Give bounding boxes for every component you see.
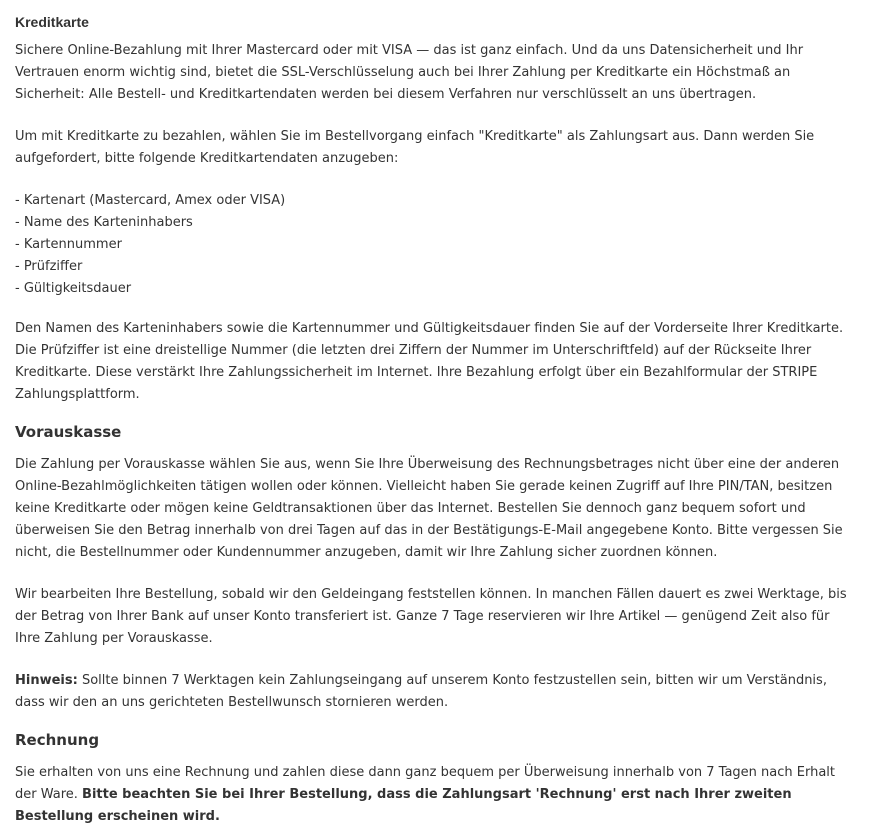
section-kreditkarte (15, 12, 853, 406)
list-item: - Prüfziffer (15, 259, 83, 274)
heading-rechnung: Rechnung (15, 731, 100, 749)
list-item: - Name des Karteninhabers (15, 215, 193, 230)
hint-text: Sollte binnen 7 Werktagen kein Zahlungseingang auf unserem Konto festzustellen sein, bitten wir um Verständnis, dass wir den an uns gerichteten Bestellwunsch stornieren werden. (15, 673, 827, 710)
list-item: - Kartennummer (15, 237, 122, 252)
heading-kreditkarte: Kreditkarte (15, 14, 89, 30)
vorauskasse-hint (15, 670, 853, 714)
kreditkarte-paragraph-2: Um mit Kreditkarte zu bezahlen, wählen Sie im Bestellvorgang einfach "Kreditkarte" als Zahlungsart aus. Dann werden Sie aufgefordert, bitte folgende Kreditkartendaten anzugeben: (15, 129, 815, 166)
rechnung-note: Bitte beachten Sie bei Ihrer Bestellung, dass die Zahlungsart 'Rechnung' erst nach Ihrer zweiten Bestellung erscheinen wird. (15, 787, 792, 824)
card-data-list (15, 190, 853, 300)
list-item: - Gültigkeitsdauer (15, 281, 132, 296)
section-rechnung (15, 728, 853, 828)
list-item: - Kartenart (Mastercard, Amex oder VISA) (15, 193, 286, 208)
rechnung-paragraph (15, 762, 853, 828)
vorauskasse-paragraph-2: Wir bearbeiten Ihre Bestellung, sobald wir den Geldeingang feststellen können. In manchen Fällen dauert es zwei Werktage, bis der Betrag von Ihrer Bank auf unser Konto transferiert ist. Ganze 7 Tage reservieren wir Ihre Artikel — genügend Zeit also für Ihre Zahlung per Vorauskasse. (15, 587, 847, 646)
vorauskasse-paragraph-1: Die Zahlung per Vorauskasse wählen Sie aus, wenn Sie Ihre Überweisung des Rechnungsbetrages nicht über eine der anderen Online-Bezahlmöglichkeiten tätigen wollen oder können. Vielleicht haben Sie gerade keinen Zugriff auf Ihre PIN/TAN, besitzen keine Kreditkarte oder mögen keine Geldtransaktionen über das Internet. Bestellen Sie dennoch ganz bequem sofort und überweisen Sie den Betrag innerhalb von drei Tagen auf das in der Bestätigungs-E-Mail angegebene Konto. Bitte vergessen Sie nicht, die Bestellnummer oder Kundennummer anzugeben, damit wir Ihre Zahlung sicher zuordnen können. (15, 457, 843, 560)
hint-label: Hinweis: (15, 673, 78, 688)
section-vorauskasse (15, 420, 853, 714)
kreditkarte-paragraph-1: Sichere Online-Bezahlung mit Ihrer Mastercard oder mit VISA — das ist ganz einfach. Und da uns Datensicherheit und Ihr Vertrauen enorm wichtig sind, bietet die SSL-Verschlüsselung auch bei Ihrer Zahlung per Kreditkarte ein Höchstmaß an Sicherheit: Alle Bestell- und Kreditkartendaten werden bei diesem Verfahren nur verschlüsselt an uns übertragen. (15, 43, 804, 102)
heading-vorauskasse: Vorauskasse (15, 423, 122, 441)
kreditkarte-paragraph-3: Den Namen des Karteninhabers sowie die Kartennummer und Gültigkeitsdauer finden Sie auf der Vorderseite Ihrer Kreditkarte. Die Prüfziffer ist eine dreistellige Nummer (die letzten drei Ziffern der Nummer im Unterschriftfeld) auf der Rückseite Ihrer Kreditkarte. Diese verstärkt Ihre Zahlungssicherheit im Internet. Ihre Bezahlung erfolgt über ein Bezahlformular der STRIPE Zahlungsplattform. (15, 321, 844, 402)
rechnung-text: Sie erhalten von uns eine Rechnung und zahlen diese dann ganz bequem per Überweisung innerhalb von 7 Tagen nach Erhalt der Ware. (15, 765, 836, 802)
